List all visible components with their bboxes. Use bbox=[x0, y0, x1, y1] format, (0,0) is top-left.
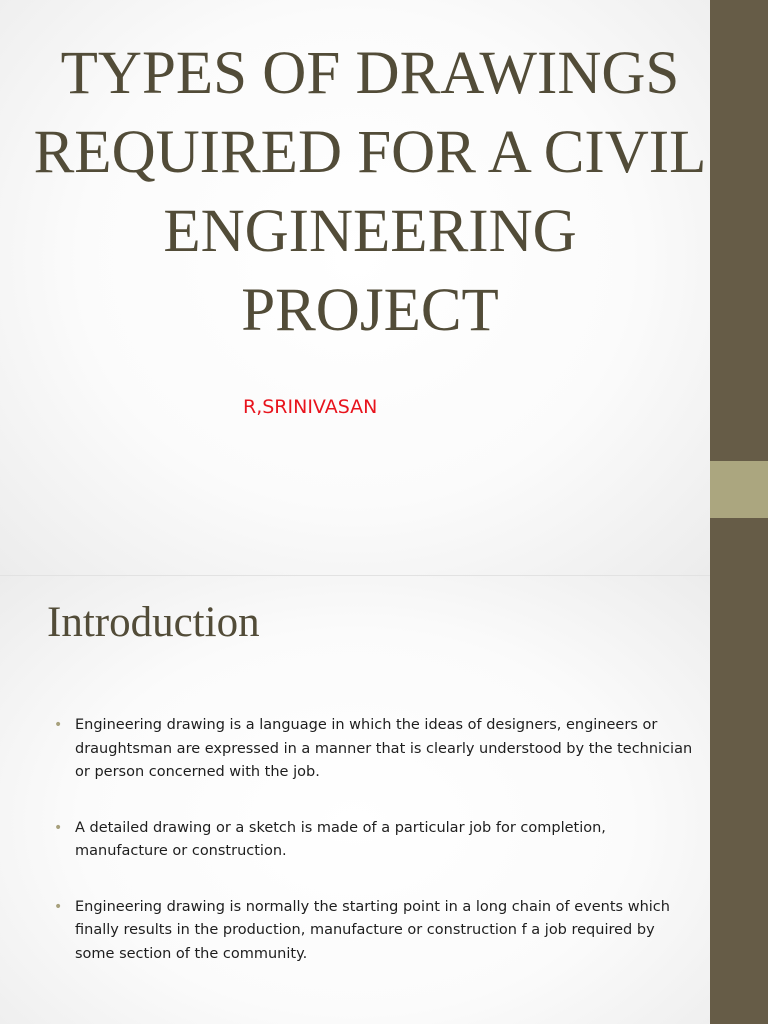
slide-title: TYPES OF DRAWINGS REQUIRED FOR A CIVIL ENGINEERING PROJECT bbox=[33, 40, 707, 344]
bullet-text: Engineering drawing is normally the starting point in a long chain of events which finally results in the production, manufacture or construction f a job required by some section of the community. bbox=[75, 898, 670, 962]
bullet-text: Engineering drawing is a language in which the ideas of designers, engineers or draughtsman are expressed in a manner that is clearly understood by the technician or person concerned with the job. bbox=[75, 717, 693, 780]
slide-heading: Introduction bbox=[47, 599, 260, 646]
sidebar-accent-block bbox=[710, 461, 768, 518]
bullet-text: A detailed drawing or a sketch is made of a particular job for completion, manufacture or construction. bbox=[75, 819, 606, 859]
author-name: R,SRINIVASAN bbox=[243, 396, 378, 418]
bullet-item bbox=[54, 817, 694, 864]
bullet-dot-icon: • bbox=[54, 819, 63, 836]
bullet-list bbox=[54, 714, 694, 998]
bullet-item bbox=[54, 714, 694, 785]
introduction-slide bbox=[0, 576, 710, 1024]
bullet-item bbox=[54, 896, 694, 967]
bullet-dot-icon: • bbox=[54, 898, 63, 915]
bullet-dot-icon: • bbox=[54, 717, 63, 733]
